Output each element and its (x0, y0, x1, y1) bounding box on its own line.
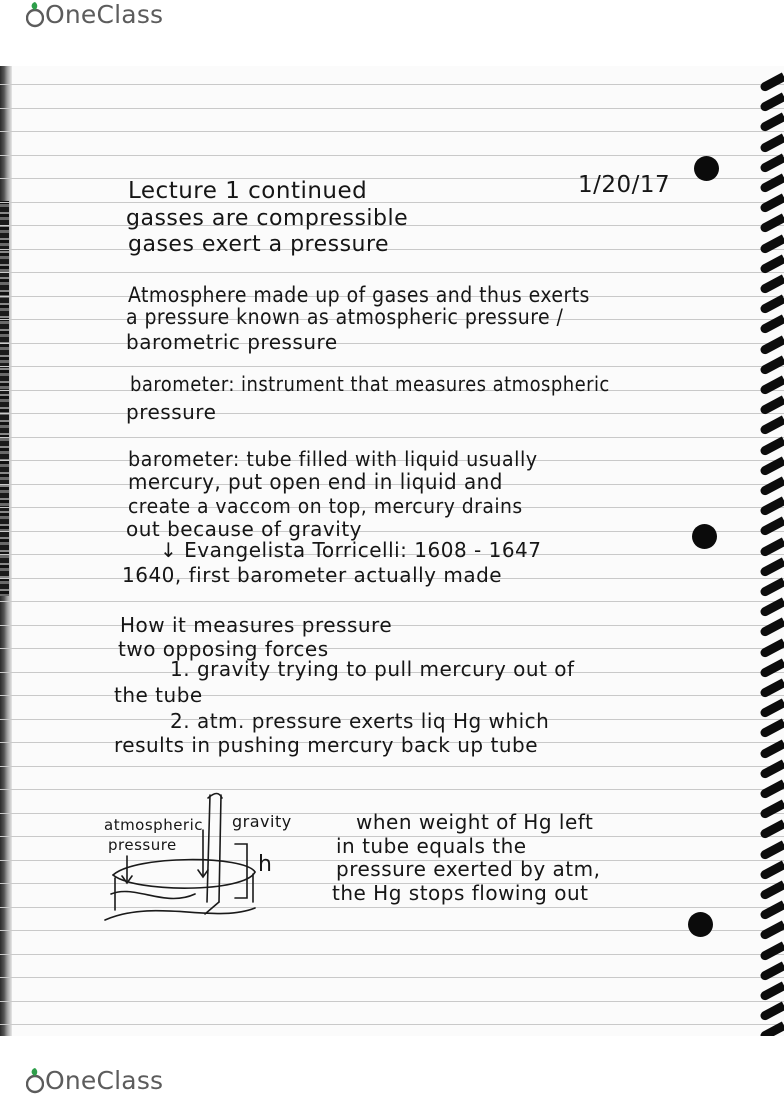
spiral-ring (759, 861, 784, 881)
note-title: Lecture 1 continued (128, 178, 368, 204)
ruled-line (0, 977, 784, 978)
note-line: 1. gravity trying to pull mercury out of (170, 657, 575, 681)
ruled-line (0, 1024, 784, 1025)
spiral-ring (759, 416, 784, 436)
spiral-ring (759, 921, 784, 941)
note-line: gases exert a pressure (128, 232, 390, 257)
spiral-ring (759, 235, 784, 255)
spiral-ring (759, 780, 784, 800)
note-line: results in pushing mercury back up tube (114, 733, 538, 757)
diagram-label-pressure: pressure (108, 836, 177, 854)
oneclass-logo-top[interactable] (26, 0, 163, 29)
spiral-ring (759, 659, 784, 679)
conclusion-line: pressure exerted by atm, (336, 857, 601, 881)
punch-hole (692, 524, 717, 549)
spiral-ring (759, 437, 784, 457)
note-line: Atmosphere made up of gases and thus exerts (128, 283, 590, 307)
spiral-ring (759, 962, 784, 982)
note-line: barometer: tube filled with liquid usually (128, 447, 538, 471)
diagram-label-atmospheric: atmospheric (104, 816, 204, 834)
spiral-ring (759, 356, 784, 376)
punch-hole (694, 156, 719, 181)
ruled-line (0, 84, 784, 85)
conclusion-line: when weight of Hg left (356, 810, 594, 834)
spiral-ring (759, 275, 784, 295)
leaf-icon (26, 2, 44, 28)
spiral-ring (759, 315, 784, 335)
ruled-line (0, 249, 784, 250)
spiral-ring (759, 174, 784, 194)
spiral-ring (759, 639, 784, 659)
torn-edge (0, 201, 9, 596)
conclusion-line: the Hg stops flowing out (332, 881, 589, 905)
spiral-ring (759, 113, 784, 133)
note-date: 1/20/17 (578, 172, 671, 198)
note-line: a pressure known as atmospheric pressure / (126, 305, 564, 329)
spiral-ring (759, 699, 784, 719)
ruled-line (0, 954, 784, 955)
conclusion-line: in tube equals the (336, 834, 527, 858)
note-line: mercury, put open end in liquid and (128, 470, 503, 494)
ruled-line (0, 108, 784, 109)
spiral-ring (759, 719, 784, 739)
note-line: the tube (114, 683, 203, 707)
spiral-ring (759, 93, 784, 113)
ruled-line (0, 155, 784, 156)
spiral-ring (759, 841, 784, 861)
spiral-ring (759, 578, 784, 598)
note-line: pressure (126, 400, 217, 424)
spiral-ring (759, 497, 784, 517)
ruled-line (0, 202, 784, 203)
note-line: out because of gravity (126, 517, 362, 541)
note-line: 1640, first barometer actually made (122, 563, 503, 587)
punch-hole (688, 912, 713, 937)
ruled-line (0, 366, 784, 367)
spiral-ring (759, 194, 784, 214)
brand-name: OneClass (45, 0, 164, 29)
ruled-line (0, 131, 784, 132)
ruled-line (0, 343, 784, 344)
spiral-ring (759, 618, 784, 638)
ruled-line (0, 413, 784, 414)
spiral-ring (759, 760, 784, 780)
spiral-ring (759, 295, 784, 315)
oneclass-logo-bottom[interactable] (26, 1066, 163, 1095)
brand-name: OneClass (45, 1066, 164, 1095)
note-line: ↓ Evangelista Torricelli: 1608 - 1647 (160, 538, 542, 562)
barometer-sketch (95, 790, 305, 940)
spiral-ring (759, 73, 784, 93)
spiral-ring (759, 477, 784, 497)
spiral-ring (759, 800, 784, 820)
spiral-ring (759, 558, 784, 578)
note-line: barometer: instrument that measures atmospheric (130, 372, 610, 396)
note-line: create a vaccom on top, mercury drains (128, 494, 523, 518)
diagram-label-gravity: gravity (232, 812, 292, 831)
note-line: barometric pressure (126, 330, 338, 354)
ruled-line (0, 437, 784, 438)
ruled-line (0, 272, 784, 273)
note-line: 2. atm. pressure exerts liq Hg which (170, 709, 550, 733)
note-line: How it measures pressure (120, 613, 393, 637)
spiral-ring (759, 901, 784, 921)
spiral-ring (759, 942, 784, 962)
ruled-line (0, 601, 784, 602)
diagram-label-h: h (258, 852, 273, 877)
spiral-ring (759, 517, 784, 537)
ruled-line (0, 1001, 784, 1002)
spiral-ring (759, 336, 784, 356)
leaf-icon (26, 1068, 44, 1094)
note-line: two opposing forces (118, 637, 329, 661)
spiral-ring (759, 134, 784, 154)
spiral-ring (759, 1002, 784, 1022)
ruled-line (0, 766, 784, 767)
spiral-ring (759, 376, 784, 396)
spiral-ring (759, 214, 784, 234)
spiral-ring (759, 982, 784, 1002)
note-line: gasses are compressible (126, 206, 409, 231)
spiral-ring (759, 154, 784, 174)
ruled-line (0, 531, 784, 532)
